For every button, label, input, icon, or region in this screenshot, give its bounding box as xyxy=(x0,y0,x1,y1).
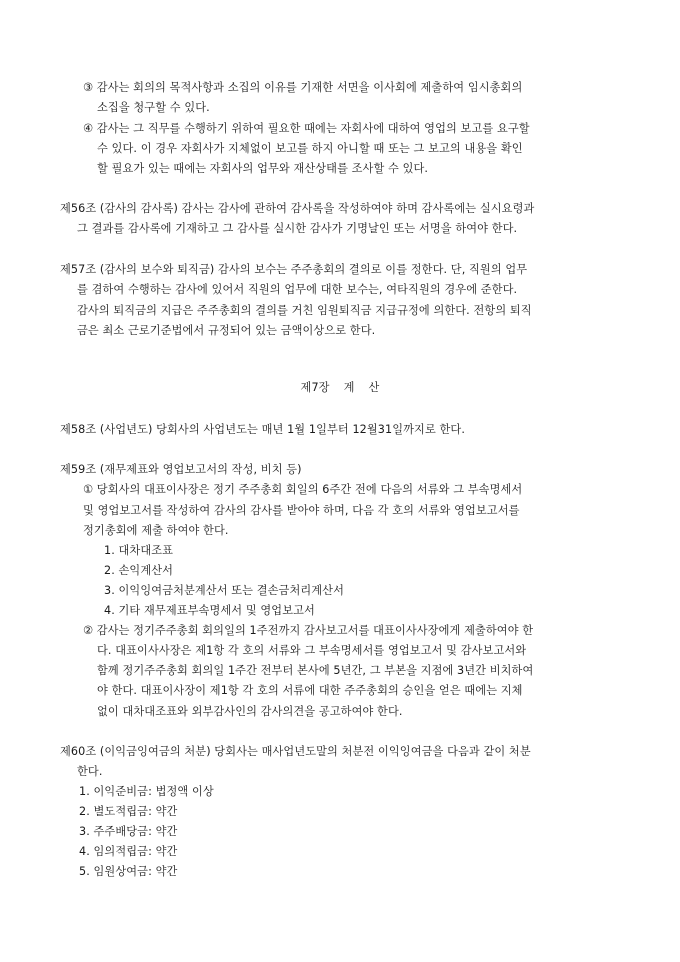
article-heading: 제59조 (재무제표와 영업보고서의 작성, 비치 등) xyxy=(60,463,302,476)
text-line: ③ 감사는 회의의 목적사항과 소집의 이유를 기재한 서면을 이사회에 제출하여 임시총회의 xyxy=(83,81,523,94)
article-heading: 제60조 (이익금잉여금의 처분) 당회사는 매사업년도말의 처분전 이익잉여금을 다음과 같이 처분 xyxy=(60,745,531,758)
list-item: 2. 별도적립금: 약간 xyxy=(79,805,178,818)
text-line: 정기총회에 제출 하여야 한다. xyxy=(83,524,229,537)
article-58: 제58조 (사업년도) 당회사의 사업년도는 매년 1월 1일부터 12월31일까지로 한다. xyxy=(60,423,465,436)
text-line: 제57조 (감사의 보수와 퇴직금) 감사의 보수는 주주총회의 결의로 이를 정한다. 단, 직원의 업무 xyxy=(60,263,528,276)
list-item: 4. 임의적립금: 약간 xyxy=(79,845,178,858)
list-item: 4. 기타 재무제표부속명세서 및 영업보고서 xyxy=(104,604,315,617)
text-line: 수 있다. 이 경우 자회사가 지체없이 보고를 하지 아니할 때 또는 그 보고의 내용을 확인 xyxy=(97,142,523,155)
text-line: 다. 대표이사사장은 제1항 각 호의 서류와 그 부속명세서를 영업보고서 및 감사보고서와 xyxy=(97,644,527,657)
text-line: 및 영업보고서를 작성하여 감사의 감사를 받아야 하며, 다음 각 호의 서류와 영업보고서를 xyxy=(83,504,520,517)
text-line: 그 결과를 감사록에 기재하고 그 감사를 실시한 감사가 기명날인 또는 서명을 하여야 한다. xyxy=(77,222,518,235)
text-line: 한다. xyxy=(77,765,103,778)
text-line: 금은 최소 근로기준법에서 규정되어 있는 금액이상으로 한다. xyxy=(77,324,376,337)
text-line: 야 한다. 대표이사장이 제1항 각 호의 서류에 대한 주주총회의 승인을 얻은 때에는 지체 xyxy=(97,684,523,697)
chapter-heading xyxy=(0,380,680,396)
text-line: 함께 정기주주총회 회의일 1주간 전부터 본사에 5년간, 그 부본을 지점에 3년간 비치하여 xyxy=(97,664,534,677)
chapter-number: 제7장 xyxy=(300,381,330,394)
list-item: 5. 임원상여금: 약간 xyxy=(79,865,178,878)
list-item: 3. 이익잉여금처분계산서 또는 결손금처리계산서 xyxy=(104,584,344,597)
chapter-title-word: 계 xyxy=(343,381,355,394)
list-item: 1. 대차대조표 xyxy=(104,544,174,557)
list-item: 1. 이익준비금: 법정액 이상 xyxy=(79,785,214,798)
text-line: 소집을 청구할 수 있다. xyxy=(97,101,210,114)
text-line: 없이 대차대조표와 외부감사인의 감사의견을 공고하여야 한다. xyxy=(97,705,403,718)
text-line: 감사의 퇴직금의 지급은 주주총회의 결의를 거친 임원퇴직금 지급규정에 의한다. 전항의 퇴직 xyxy=(77,304,532,317)
text-line: 제56조 (감사의 감사록) 감사는 감사에 관하여 감사록을 작성하여야 하며 감사록에는 실시요령과 xyxy=(60,202,535,215)
chapter-title-word: 산 xyxy=(368,381,380,394)
text-line: ① 당회사의 대표이사장은 정기 주주총회 회일의 6주간 전에 다음의 서류와 그 부속명세서 xyxy=(83,483,523,496)
text-line: 할 필요가 있는 때에는 자회사의 업무와 재산상태를 조사할 수 있다. xyxy=(97,162,429,175)
list-item: 3. 주주배당금: 약간 xyxy=(79,825,178,838)
list-item: 2. 손익계산서 xyxy=(104,564,174,577)
text-line: ④ 감사는 그 직무를 수행하기 위하여 필요한 때에는 자회사에 대하여 영업의 보고를 요구할 xyxy=(83,122,530,135)
text-line: ② 감사는 정기주주총회 회의일의 1주전까지 감사보고서를 대표이사사장에게 제출하여야 한 xyxy=(83,624,534,637)
text-line: 를 겸하여 수행하는 감사에 있어서 직원의 업무에 대한 보수는, 여타직원의 경우에 준한다. xyxy=(77,283,518,296)
